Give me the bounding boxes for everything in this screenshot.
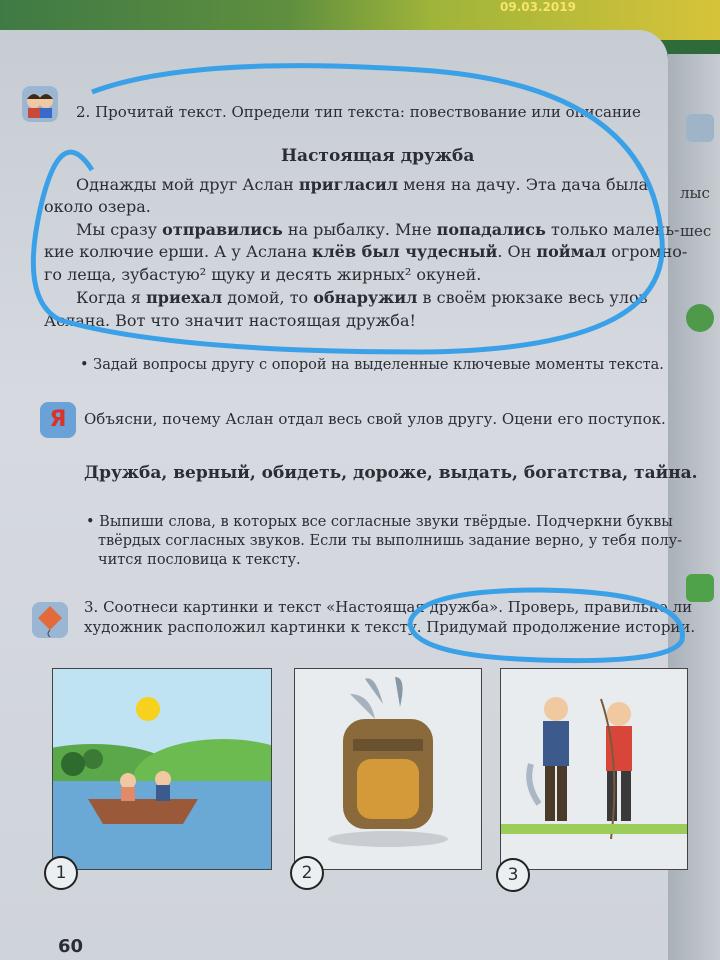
- bullet-instruction: чится пословица к тексту.: [98, 552, 301, 568]
- ya-letter-icon: [40, 402, 76, 438]
- kite-icon: [32, 602, 68, 638]
- task3-instruction: художник расположил картинки к тексту. Придумай продолжение истории.: [84, 618, 696, 636]
- page-number: 60: [58, 936, 84, 957]
- task2-instruction: 2. Прочитай текст. Определи тип текста: повествование или описание: [76, 103, 641, 121]
- picture-number: 2: [290, 856, 324, 890]
- text-line: кие колючие ерши. А у Аслана клёв был чудесный. Он поймал огромно-: [44, 242, 688, 261]
- ya-letter: Я: [49, 407, 67, 432]
- date-stamp: 09.03.2019: [500, 0, 576, 14]
- bullet-instruction: • Задай вопросы другу с опорой на выделенные ключевые моменты текста.: [80, 357, 664, 373]
- next-page-word: лыс: [680, 184, 710, 202]
- face-icon: [686, 304, 714, 332]
- task3-instruction: 3. Соотнеси картинки и текст «Настоящая дружба». Проверь, правильно ли: [84, 598, 693, 616]
- text-title: Настоящая дружба: [281, 146, 475, 166]
- text-line: около озера.: [44, 197, 151, 216]
- text-line: го леща, зубастую² щуку и десять жирных² окуней.: [44, 265, 482, 284]
- word-list: Дружба, верный, обидеть, дороже, выдать, богатства, тайна.: [84, 463, 698, 483]
- text-line: Аслана. Вот что значит настоящая дружба!: [44, 311, 416, 330]
- children-reading-icon: [22, 86, 58, 122]
- text-line: Однажды мой друг Аслан пригласил меня на дачу. Эта дача была: [76, 175, 649, 194]
- picture-two-boys: [500, 668, 688, 870]
- bullet-instruction: • Выпиши слова, в которых все согласные звуки твёрдые. Подчеркни буквы: [86, 514, 673, 530]
- children-icon: [686, 114, 714, 142]
- picture-number: 3: [496, 858, 530, 892]
- next-page-word: шес: [680, 222, 712, 240]
- text-line: Когда я приехал домой, то обнаружил в своём рюкзаке весь улов: [76, 288, 648, 307]
- bullet-instruction: твёрдых согласных звуков. Если ты выполнишь задание верно, у тебя полу-: [98, 533, 683, 549]
- explain-instruction: Объясни, почему Аслан отдал весь свой улов другу. Оцени его поступок.: [84, 410, 666, 428]
- picture-number: 1: [44, 856, 78, 890]
- picture-backpack: [294, 668, 482, 870]
- text-line: Мы сразу отправились на рыбалку. Мне попадались только малень-: [76, 220, 680, 239]
- picture-boat: [52, 668, 272, 870]
